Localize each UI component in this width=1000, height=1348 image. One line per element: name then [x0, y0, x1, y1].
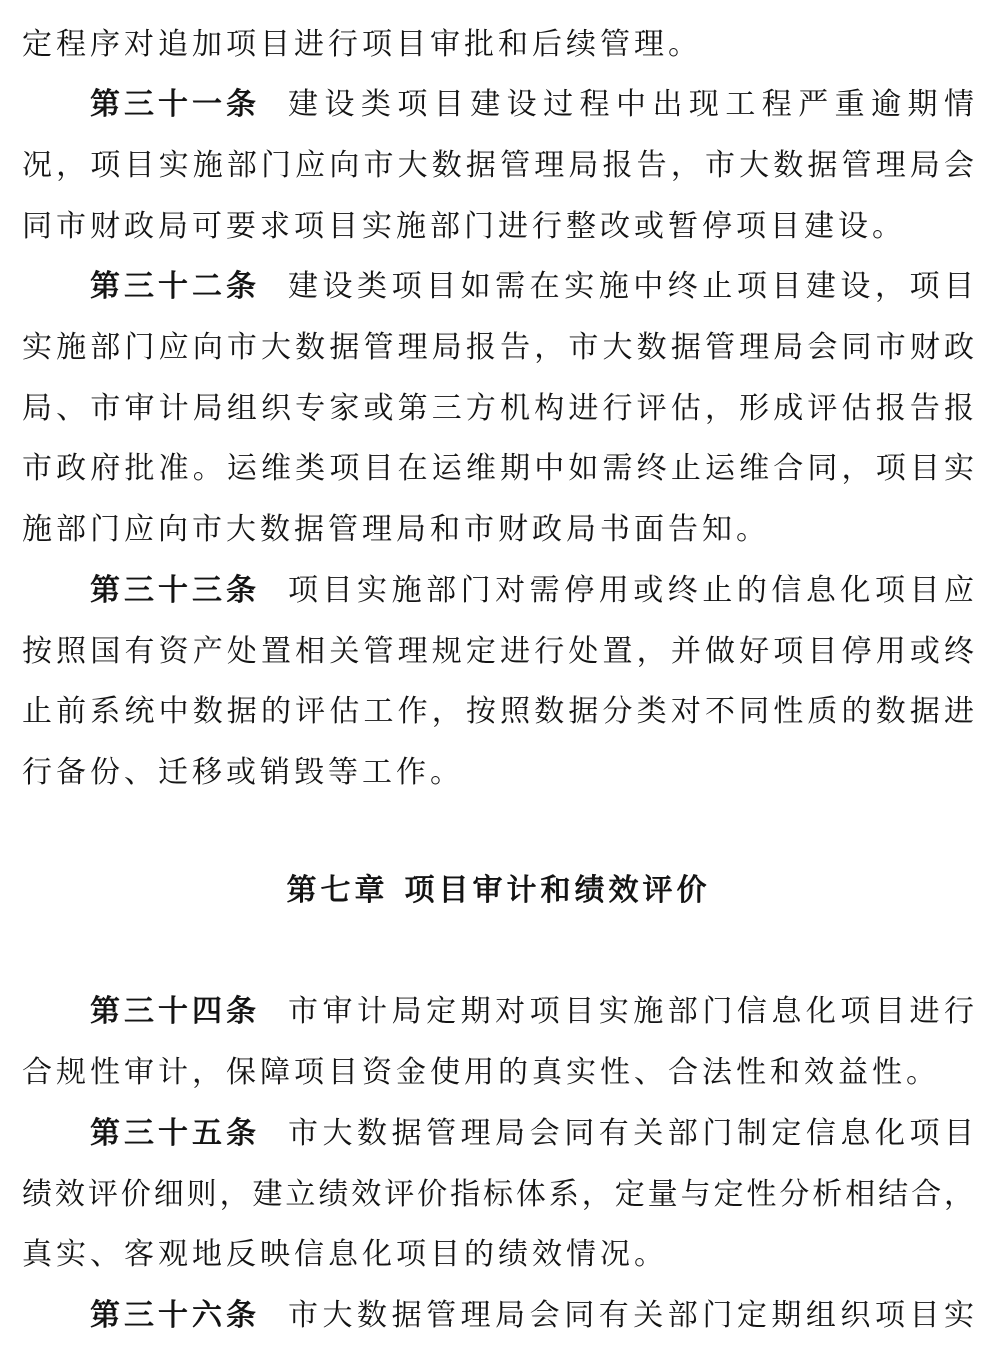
article-36 — [22, 1286, 975, 1347]
article-first-line — [22, 75, 975, 136]
article-label: 第三十二条 — [90, 269, 260, 305]
article-text-line: 止前系统中数据的评估工作，按照数据分类对不同性质的数据进 — [22, 694, 975, 730]
article-35 — [22, 1104, 975, 1286]
chapter-number: 第七章 — [286, 873, 389, 909]
continuation-line: 定程序对追加项目进行项目审批和后续管理。 — [22, 26, 702, 62]
article-text-line: 行备份、迁移或销毁等工作。 — [22, 754, 464, 790]
article-text-line: 实施部门应向市大数据管理局报告，市大数据管理局会同市财政 — [22, 330, 975, 366]
article-text-line: 市政府批准。运维类项目在运维期中如需终止运维合同，项目实 — [22, 451, 975, 487]
article-first-line — [22, 561, 975, 622]
article-32 — [22, 257, 975, 560]
article-first-line — [22, 1286, 975, 1347]
article-label: 第三十四条 — [90, 994, 260, 1030]
article-first-line — [22, 257, 975, 318]
article-text: 项目实施部门对需停用或终止的信息化项目应 — [288, 572, 975, 608]
article-text: 市审计局定期对项目实施部门信息化项目进行 — [288, 994, 975, 1030]
article-first-line — [22, 1104, 975, 1165]
article-label: 第三十三条 — [90, 572, 260, 608]
article-label: 第三十一条 — [90, 87, 260, 123]
article-text-line: 真实、客观地反映信息化项目的绩效情况。 — [22, 1237, 668, 1273]
article-text: 建设类项目如需在实施中终止项目建设，项目 — [288, 269, 975, 305]
chapter-title: 项目审计和绩效评价 — [404, 873, 711, 909]
article-text-line: 况，项目实施部门应向市大数据管理局报告，市大数据管理局会 — [22, 148, 975, 184]
article-31 — [22, 75, 975, 257]
article-text-line: 合规性审计，保障项目资金使用的真实性、合法性和效益性。 — [22, 1055, 940, 1091]
article-text-line: 同市财政局可要求项目实施部门进行整改或暂停项目建设。 — [22, 208, 906, 244]
article-text-line: 绩效评价细则，建立绩效评价指标体系，定量与定性分析相结合， — [22, 1176, 975, 1212]
article-text: 建设类项目建设过程中出现工程严重逾期情 — [288, 87, 975, 123]
article-33 — [22, 561, 975, 804]
article-34 — [22, 982, 975, 1103]
article-text-line: 施部门应向市大数据管理局和市财政局书面告知。 — [22, 512, 770, 548]
article-label: 第三十六条 — [90, 1297, 260, 1333]
document-page — [22, 0, 975, 1347]
chapter-heading — [22, 861, 975, 922]
article-label: 第三十五条 — [90, 1115, 260, 1151]
article-first-line — [22, 982, 975, 1043]
article-text-line: 按照国有资产处置相关管理规定进行处置，并做好项目停用或终 — [22, 633, 975, 669]
article-text: 市大数据管理局会同有关部门制定信息化项目 — [288, 1115, 975, 1151]
article-text: 市大数据管理局会同有关部门定期组织项目实 — [288, 1297, 975, 1333]
article-text-line: 局、市审计局组织专家或第三方机构进行评估，形成评估报告报 — [22, 390, 975, 426]
